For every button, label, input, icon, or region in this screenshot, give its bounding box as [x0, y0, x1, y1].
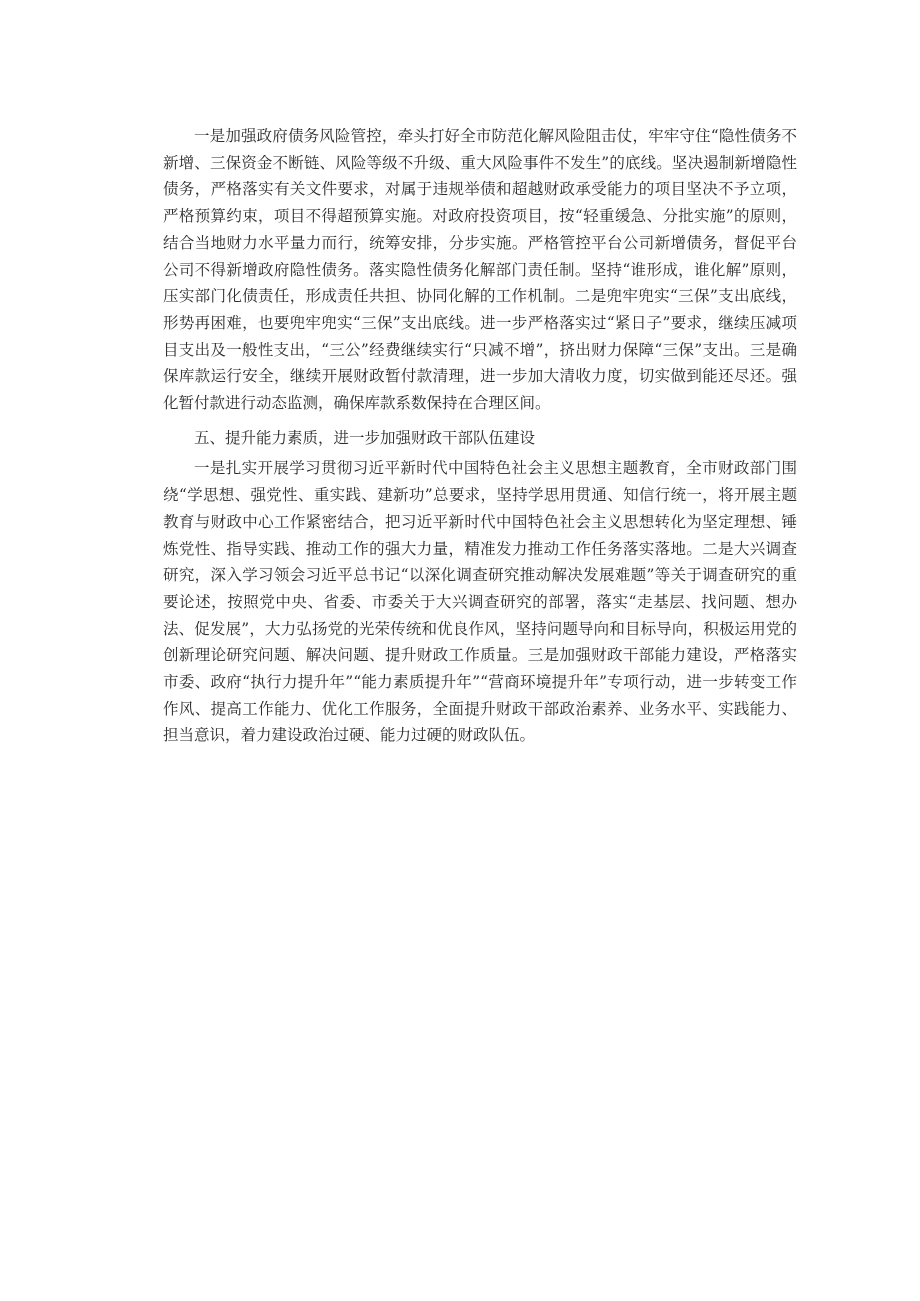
- section-heading: 五、提升能力素质，进一步加强财政干部队伍建设: [194, 428, 536, 447]
- document-body: [163, 123, 797, 749]
- paragraph-debt-risk: 一是加强政府债务风险管控，牵头打好全市防范化解风险阻击仗，牢牢守住“隐性债务不新增、三保资金不断链、风险等级不升级、重大风险事件不发生”的底线。坚决遏制新增隐性债务，严格落实有关文件要求，对属于违规举债和超越财政承受能力的项目坚决不予立项，严格预算约束，项目不得超预算实施。对政府投资项目，按“轻重缓急、分批实施”的原则，结合当地财力水平量力而行，统筹安排，分步实施。严格管控平台公司新增债务，督促平台公司不得新增政府隐性债务。落实隐性债务化解部门责任制。坚持“谁形成，谁化解”原则，压实部门化债责任，形成责任共担、协同化解的工作机制。二是兜牢兜实“三保”支出底线，形势再困难，也要兜牢兜实“三保”支出底线。进一步严格落实过“紧日子”要求，继续压减项目支出及一般性支出，“三公”经费继续实行“只减不增”，挤出财力保障“三保”支出。三是确保库款运行安全，继续开展财政暂付款清理，进一步加大清收力度，切实做到能还尽还。强化暂付款进行动态监测，确保库款系数保持在合理区间。: [163, 127, 797, 413]
- paragraph-capacity-building: 一是扎实开展学习贯彻习近平新时代中国特色社会主义思想主题教育，全市财政部门围绕“学思想、强党性、重实践、建新功”总要求，坚持学思用贯通、知信行统一，将开展主题教育与财政中心工作紧密结合，把习近平新时代中国特色社会主义思想转化为坚定理想、锤炼党性、指导实践、推动工作的强大力量，精准发力推动工作任务落实落地。二是大兴调查研究，深入学习领会习近平总书记“以深化调查研究推动解决发展难题”等关于调查研究的重要论述，按照党中央、省委、市委关于大兴调查研究的部署，落实“走基层、找问题、想办法、促发展”，大力弘扬党的光荣传统和优良作风，坚持问题导向和目标导向，积极运用党的创新理论研究问题、解决问题、提升财政工作质量。三是加强财政干部能力建设，严格落实市委、政府“执行力提升年”“能力素质提升年”“营商环境提升年”专项行动，进一步转变工作作风、提高工作能力、优化工作服务，全面提升财政干部政治素养、业务水平、实践能力、担当意识，着力建设政治过硬、能力过硬的财政队伍。: [163, 459, 797, 745]
